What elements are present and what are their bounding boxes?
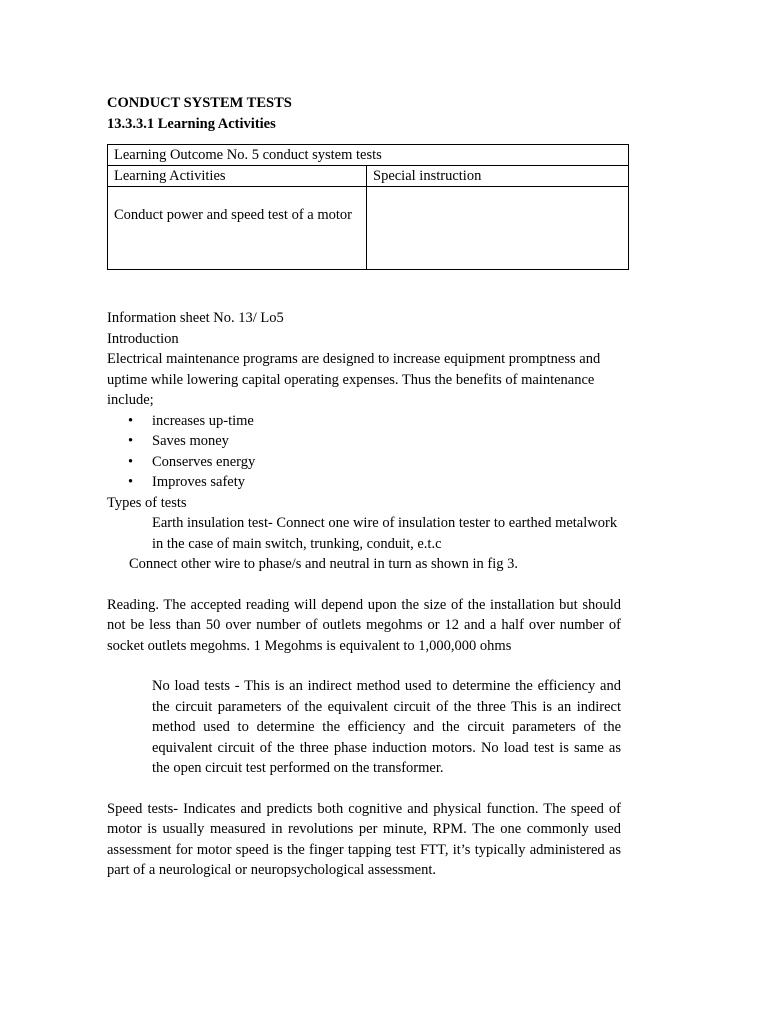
learning-activities-table <box>107 144 629 270</box>
list-item-text: Saves money <box>152 433 229 449</box>
reading-paragraph: Reading. The accepted reading will depend upon the size of the installation but should not be less than 50 over number of outlets megohms or 12 and a half over number of socket outlets megohms. 1 Megohms is equivalent to 1,000,000 ohms <box>107 596 621 654</box>
benefits-list <box>107 411 621 493</box>
table-row <box>108 187 629 270</box>
bullet-icon: • <box>128 453 134 470</box>
spacer <box>107 270 621 308</box>
bullet-icon: • <box>128 474 134 490</box>
introduction-heading: Introduction <box>107 330 179 347</box>
document-content <box>107 93 621 881</box>
list-item <box>107 452 621 473</box>
spacer <box>107 575 621 595</box>
introduction-paragraph: Electrical maintenance programs are designed to increase equipment promptness and uptime while lowering capital operating expenses. Thus the benefits of maintenance include; <box>107 351 601 408</box>
speed-test-paragraph: Speed tests- Indicates and predicts both cognitive and physical function. The speed of motor is usually measured in revolutions per minute, RPM. The one commonly used assessment for motor speed is the finger tapping test FTT, it’s typically administered as part of a neurological or neuropsychological assessment. <box>107 800 621 878</box>
list-item <box>107 411 621 432</box>
earth-insulation-test-paragraph: Earth insulation test- Connect one wire of insulation tester to earthed metalwork in the case of main switch, trunking, conduit, e.t.c <box>152 515 618 552</box>
table-header-row <box>108 166 629 187</box>
information-sheet-label: Information sheet No. 13/ Lo5 <box>107 310 284 326</box>
instruction-cell <box>367 187 629 270</box>
table-row <box>108 145 629 166</box>
learning-outcome-cell: Learning Outcome No. 5 conduct system tests <box>108 145 629 166</box>
list-item-text: Conserves energy <box>152 453 256 470</box>
spacer <box>107 656 621 676</box>
spacer <box>107 779 621 799</box>
earth-insulation-test-continued: Connect other wire to phase/s and neutral in turn as shown in fig 3. <box>129 556 519 572</box>
list-item-text: Improves safety <box>152 474 246 490</box>
column-header-instruction: Special instruction <box>367 166 629 187</box>
list-item <box>107 431 621 452</box>
column-header-activities: Learning Activities <box>108 166 367 187</box>
bullet-icon: • <box>128 433 134 449</box>
activity-cell <box>108 187 367 270</box>
page-title: CONDUCT SYSTEM TESTS <box>107 95 292 111</box>
types-of-tests-heading: Types of tests <box>107 494 187 511</box>
activity-text: Conduct power and speed test of a motor <box>114 207 352 223</box>
list-item-text: increases up-time <box>152 412 254 429</box>
list-item <box>107 472 621 493</box>
section-heading: 13.3.3.1 Learning Activities <box>107 115 276 132</box>
bullet-icon: • <box>128 412 134 429</box>
no-load-test-paragraph: No load tests - This is an indirect method used to determine the efficiency and the circuit parameters of the equivalent circuit of the three This is an indirect method used to determine the efficiency and the circuit parameters of the equivalent circuit of the three phase induction motors. No load test is same as the open circuit test performed on the transformer. <box>152 678 621 776</box>
